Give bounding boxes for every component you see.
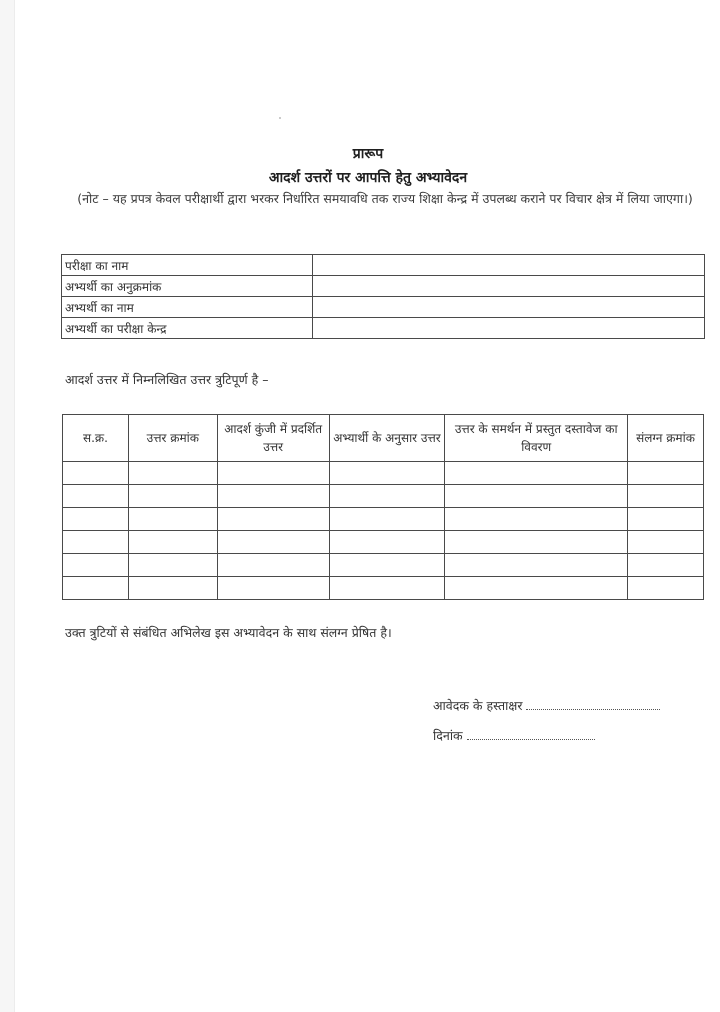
table-cell[interactable] <box>329 577 445 600</box>
table-cell[interactable] <box>128 577 217 600</box>
errors-intro-text: आदर्श उत्तर में निम्नलिखित उत्तर त्रुटिपूर्ण है – <box>65 372 269 387</box>
table-cell[interactable] <box>63 531 129 554</box>
objection-table-header <box>63 415 704 462</box>
table-cell[interactable] <box>128 554 217 577</box>
table-cell[interactable] <box>628 554 704 577</box>
table-cell[interactable] <box>217 485 329 508</box>
table-cell[interactable] <box>63 485 129 508</box>
table-cell[interactable] <box>329 554 445 577</box>
signature-line <box>433 697 660 714</box>
info-row <box>62 255 705 276</box>
table-cell[interactable] <box>63 554 129 577</box>
table-cell[interactable] <box>217 508 329 531</box>
signature-label: आवेदक के हस्ताक्षर <box>433 698 523 713</box>
table-cell[interactable] <box>445 462 628 485</box>
info-label-roll-number: अभ्यर्थी का अनुक्रमांक <box>62 276 313 297</box>
candidate-info-table <box>61 254 705 339</box>
table-cell[interactable] <box>128 485 217 508</box>
table-cell[interactable] <box>128 462 217 485</box>
form-note: (नोट – यह प्रपत्र केवल परीक्षार्थी द्वारा भरकर निर्धारित समयावधि तक राज्य शिक्षा केन्द्र में उपलब्ध कराने पर विचार क्षेत्र में लिया जाएगा।) <box>77 191 693 206</box>
table-row <box>63 462 704 485</box>
table-cell[interactable] <box>217 462 329 485</box>
table-row <box>63 531 704 554</box>
signature-field[interactable] <box>526 699 660 710</box>
info-value-candidate-name[interactable] <box>313 297 705 318</box>
table-cell[interactable] <box>217 531 329 554</box>
form-title: प्रारूप <box>352 146 384 162</box>
table-cell[interactable] <box>445 531 628 554</box>
table-cell[interactable] <box>217 577 329 600</box>
table-cell[interactable] <box>128 531 217 554</box>
table-row <box>63 485 704 508</box>
table-cell[interactable] <box>445 554 628 577</box>
table-cell[interactable] <box>329 485 445 508</box>
header-serial-no: स.क्र. <box>63 415 129 462</box>
info-value-roll-number[interactable] <box>313 276 705 297</box>
info-row <box>62 276 705 297</box>
table-cell[interactable] <box>445 485 628 508</box>
table-cell[interactable] <box>445 508 628 531</box>
info-row <box>62 297 705 318</box>
table-cell[interactable] <box>445 577 628 600</box>
info-value-exam-center[interactable] <box>313 318 705 339</box>
document-page <box>14 0 720 1012</box>
table-cell[interactable] <box>628 485 704 508</box>
table-cell[interactable] <box>329 462 445 485</box>
table-cell[interactable] <box>329 508 445 531</box>
info-label-candidate-name: अभ्यर्थी का नाम <box>62 297 313 318</box>
attachment-statement: उक्त त्रुटियों से संबंधित अभिलेख इस अभ्यावेदन के साथ संलग्न प्रेषित है। <box>65 625 392 640</box>
date-field[interactable] <box>467 729 595 740</box>
table-cell[interactable] <box>628 508 704 531</box>
header-attachment-no: संलग्न क्रमांक <box>628 415 704 462</box>
table-cell[interactable] <box>63 508 129 531</box>
info-row <box>62 318 705 339</box>
table-cell[interactable] <box>63 462 129 485</box>
objection-table <box>62 414 704 600</box>
header-answer-no: उत्तर क्रमांक <box>128 415 217 462</box>
table-row <box>63 508 704 531</box>
info-label-exam-center: अभ्यर्थी का परीक्षा केन्द्र <box>62 318 313 339</box>
info-label-exam-name: परीक्षा का नाम <box>62 255 313 276</box>
form-subtitle: आदर्श उत्तरों पर आपत्ति हेतु अभ्यावेदन <box>268 170 468 186</box>
table-row <box>63 577 704 600</box>
table-cell[interactable] <box>628 577 704 600</box>
table-cell[interactable] <box>628 531 704 554</box>
header-supporting-documents: उत्तर के समर्थन में प्रस्तुत दस्तावेज का विवरण <box>445 415 628 462</box>
table-cell[interactable] <box>63 577 129 600</box>
header-candidate-answer: अभ्यार्थी के अनुसार उत्तर <box>329 415 445 462</box>
table-cell[interactable] <box>329 531 445 554</box>
date-label: दिनांक <box>433 728 463 743</box>
table-cell[interactable] <box>217 554 329 577</box>
table-row <box>63 554 704 577</box>
header-key-answer: आदर्श कुंजी में प्रदर्शित उत्तर <box>217 415 329 462</box>
date-line <box>433 727 595 744</box>
scan-speck <box>279 117 281 119</box>
info-value-exam-name[interactable] <box>313 255 705 276</box>
table-cell[interactable] <box>628 462 704 485</box>
table-cell[interactable] <box>128 508 217 531</box>
